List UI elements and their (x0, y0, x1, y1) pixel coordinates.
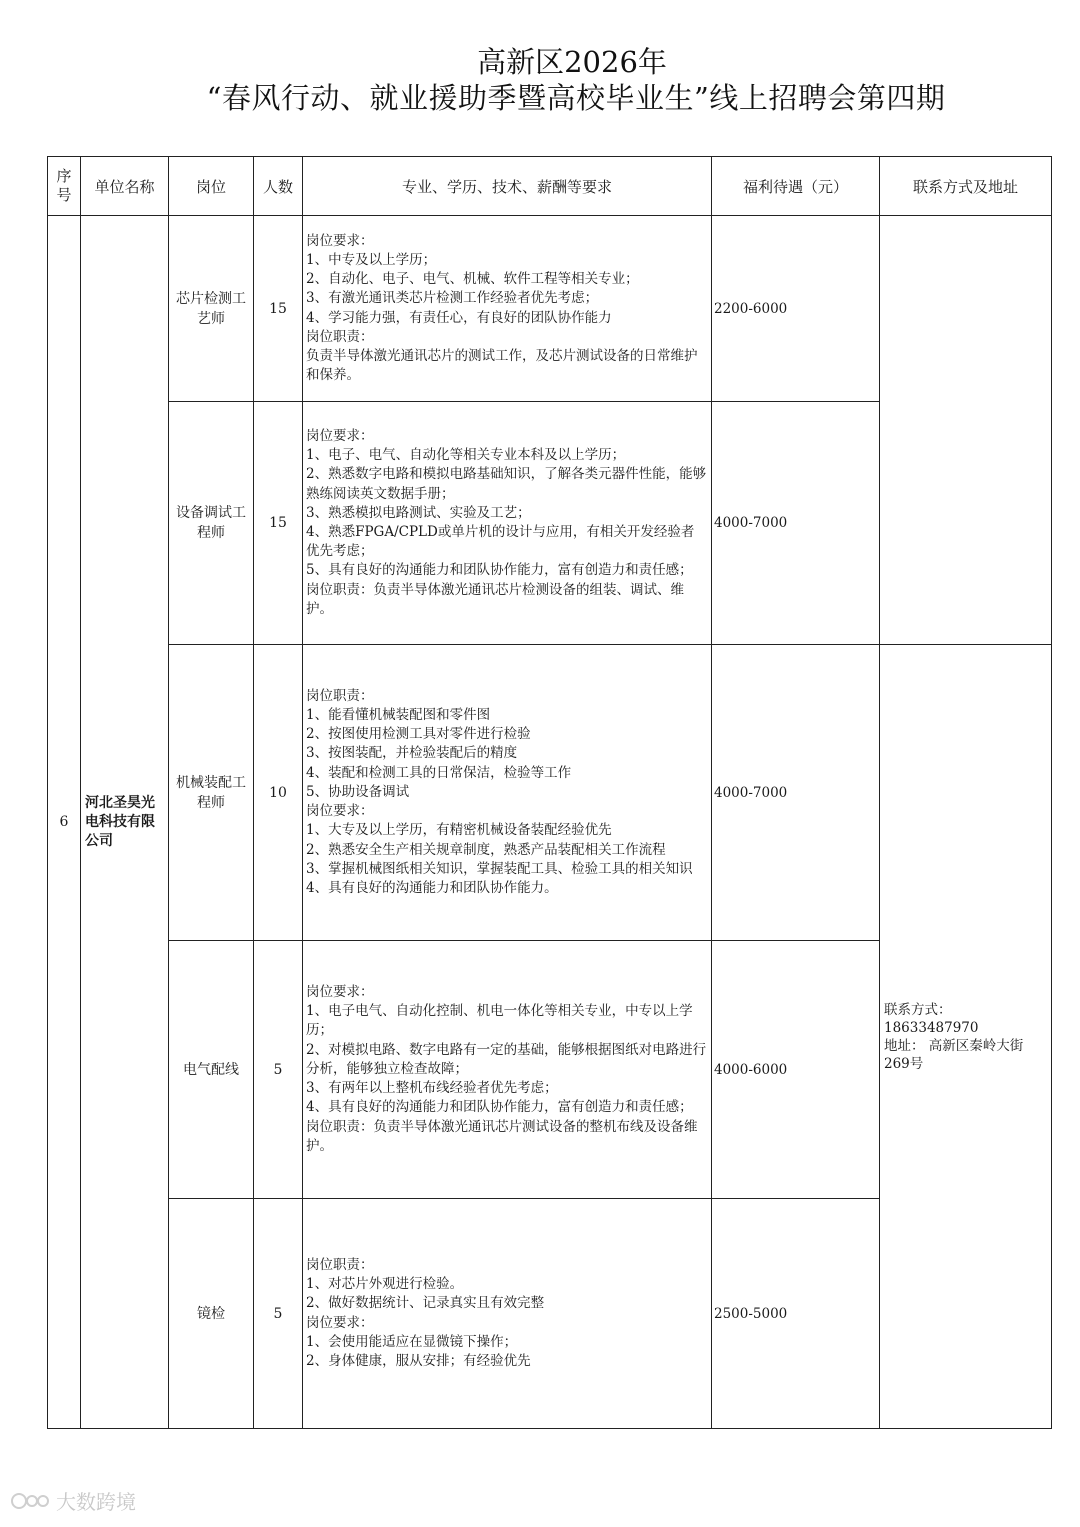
table-row (48, 216, 1052, 402)
job-count: 15 (254, 216, 303, 402)
req-line: 岗位职责： (306, 687, 374, 704)
req-line: 4、学习能力强，有责任心，有良好的团队协作能力 (306, 309, 612, 326)
job-requirements (303, 1199, 712, 1429)
seq-cell: 6 (48, 216, 81, 1429)
header-company: 单位名称 (81, 157, 169, 216)
req-line: 1、电子电气、自动化控制、机电一体化等相关专业，中专以上学历； (306, 1003, 693, 1039)
req-line: 3、熟悉模拟电路测试、实验及工艺； (306, 504, 531, 521)
contact-empty-cell (880, 216, 1052, 645)
req-line: 岗位职责： (306, 1256, 374, 1273)
job-salary: 2200-6000 (712, 216, 880, 402)
table-row (48, 645, 1052, 941)
job-requirements (303, 216, 712, 402)
job-table (47, 156, 1052, 1429)
req-line: 岗位要求： (306, 232, 374, 249)
watermark-logo-icon (10, 1490, 52, 1512)
page-title-line1: 高新区2026年 (477, 45, 667, 79)
req-line: 4、具有良好的沟通能力和团队协作能力，富有创造力和责任感； (306, 1099, 693, 1116)
req-line: 5、具有良好的沟通能力和团队协作能力，富有创造力和责任感； (306, 562, 693, 579)
req-line: 2、熟悉安全生产相关规章制度，熟悉产品装配相关工作流程 (306, 841, 666, 858)
job-salary: 4000-7000 (712, 645, 880, 941)
req-line: 岗位要求： (306, 427, 374, 444)
req-line: 2、自动化、电子、电气、机械、软件工程等相关专业； (306, 271, 639, 288)
req-line: 3、掌握机械图纸相关知识，掌握装配工具、检验工具的相关知识 (306, 860, 693, 877)
req-line: 2、做好数据统计、记录真实且有效完整 (306, 1295, 545, 1312)
job-position: 机械装配工程师 (169, 645, 254, 941)
job-requirements (303, 645, 712, 941)
req-line: 1、电子、电气、自动化等相关专业本科及以上学历； (306, 447, 626, 464)
job-salary: 4000-7000 (712, 402, 880, 645)
req-line: 岗位职责：负责半导体激光通讯芯片测试设备的整机布线及设备维护。 (306, 1118, 698, 1154)
job-requirements (303, 941, 712, 1199)
req-line: 岗位要求： (306, 984, 374, 1001)
header-salary: 福利待遇（元） (712, 157, 880, 216)
req-line: 1、大专及以上学历，有精密机械设备装配经验优先 (306, 822, 612, 839)
req-line: 岗位要求： (306, 803, 374, 820)
company-name: 河北圣昊光电科技有限公司 (81, 216, 169, 1429)
header-row (48, 157, 1052, 216)
job-count: 15 (254, 402, 303, 645)
header-seq-line2: 号 (56, 186, 72, 204)
contact-address: 地址： 高新区秦岭大街269号 (884, 1037, 1024, 1072)
req-line: 2、对模拟电路、数字电路有一定的基础，能够根据图纸对电路进行分析，能够独立检查故障； (306, 1041, 707, 1077)
req-line: 1、中专及以上学历； (306, 251, 437, 268)
req-line: 1、对芯片外观进行检验。 (306, 1276, 464, 1293)
req-line: 岗位职责： (306, 328, 374, 345)
req-line: 1、能看懂机械装配图和零件图 (306, 707, 491, 724)
req-line: 4、装配和检测工具的日常保洁，检验等工作 (306, 764, 572, 781)
contact-cell (880, 645, 1052, 1429)
header-seq-line1: 序 (56, 167, 72, 185)
header-contact: 联系方式及地址 (880, 157, 1052, 216)
req-line: 3、有激光通讯类芯片检测工作经验者优先考虑； (306, 290, 599, 307)
contact-phone: 联系方式： 18633487970 (884, 1001, 979, 1036)
req-line: 2、按图使用检测工具对零件进行检验 (306, 726, 531, 743)
job-salary: 2500-5000 (712, 1199, 880, 1429)
job-position: 镜检 (169, 1199, 254, 1429)
req-line: 岗位职责：负责半导体激光通讯芯片检测设备的组装、调试、维护。 (306, 581, 684, 617)
req-line: 4、具有良好的沟通能力和团队协作能力。 (306, 879, 558, 896)
job-position: 设备调试工程师 (169, 402, 254, 645)
watermark-text: 大数跨境 (56, 1490, 136, 1514)
watermark (10, 1486, 136, 1515)
req-line: 2、熟悉数字电路和模拟电路基础知识，了解各类元器件性能，能够熟练阅读英文数据手册； (306, 466, 707, 502)
req-line: 2、身体健康，服从安排；有经验优先 (306, 1352, 531, 1369)
header-requirements: 专业、学历、技术、薪酬等要求 (303, 157, 712, 216)
job-count: 5 (254, 941, 303, 1199)
job-position: 电气配线 (169, 941, 254, 1199)
job-requirements (303, 402, 712, 645)
header-count: 人数 (254, 157, 303, 216)
header-position: 岗位 (169, 157, 254, 216)
page-title-line2: “春风行动、就业援助季暨高校毕业生”线上招聘会第四期 (206, 81, 946, 115)
header-seq (48, 157, 81, 216)
job-position: 芯片检测工艺师 (169, 216, 254, 402)
req-line: 3、有两年以上整机布线经验者优先考虑； (306, 1080, 558, 1097)
req-line: 1、会使用能适应在显微镜下操作； (306, 1333, 518, 1350)
job-count: 5 (254, 1199, 303, 1429)
req-line: 4、熟悉FPGA/CPLD或单片机的设计与应用，有相关开发经验者优先考虑； (306, 524, 695, 560)
req-line: 岗位要求： (306, 1314, 374, 1331)
job-salary: 4000-6000 (712, 941, 880, 1199)
req-line: 5、协助设备调试 (306, 783, 410, 800)
job-count: 10 (254, 645, 303, 941)
req-line: 3、按图装配，并检验装配后的精度 (306, 745, 518, 762)
req-line: 负责半导体激光通讯芯片的测试工作，及芯片测试设备的日常维护和保养。 (306, 347, 698, 384)
